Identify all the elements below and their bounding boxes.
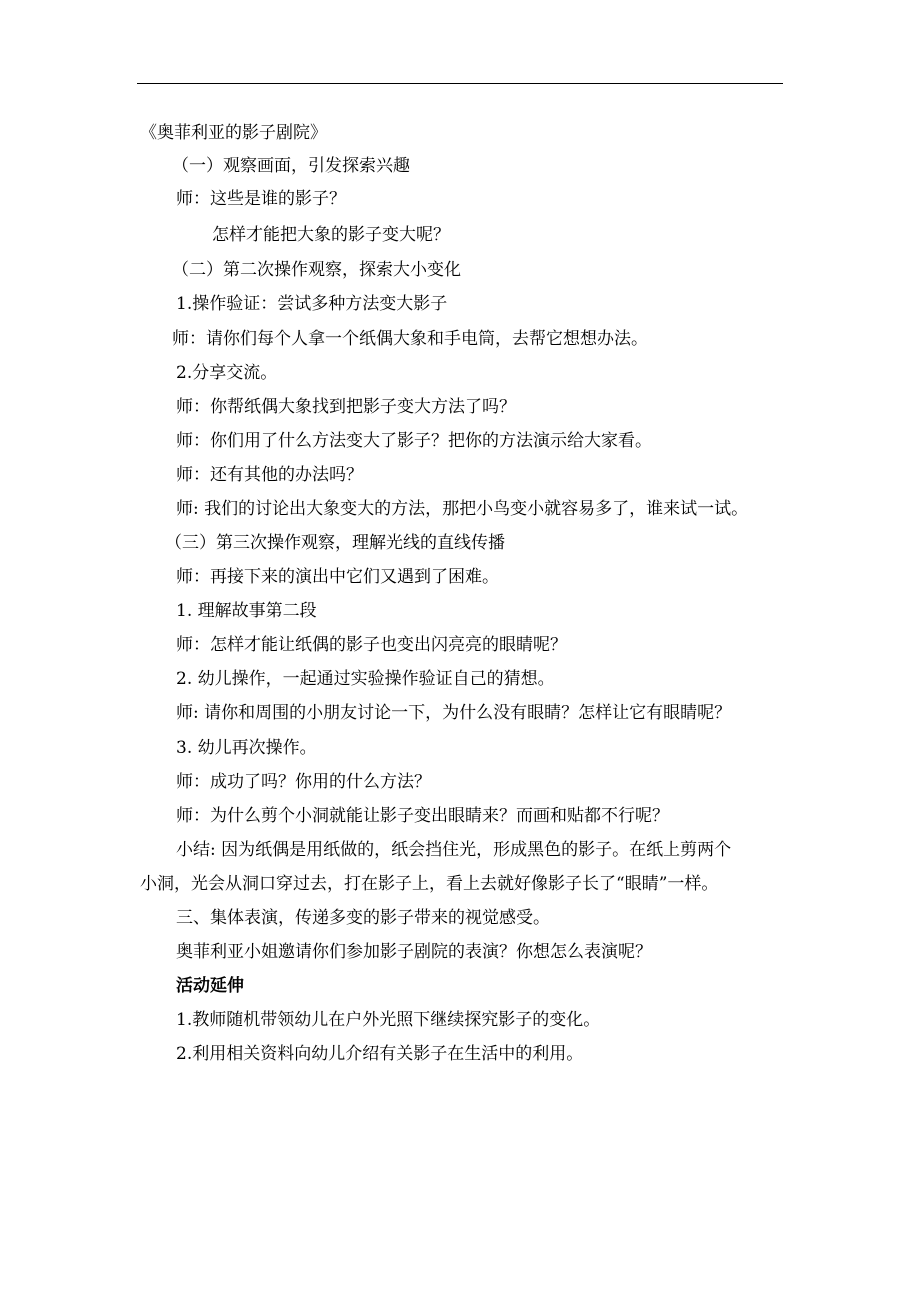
paragraph-line: 师：为什么剪个小洞就能让影子变出眼睛来？而画和贴都不行呢？ — [176, 806, 669, 826]
paragraph-line: 怎样才能把大象的影子变大呢？ — [212, 225, 450, 245]
document-title: 《奥菲利亚的影子剧院》 — [140, 123, 327, 143]
paragraph-line: 师: 请你和周围的小朋友讨论一下，为什么没有眼睛？怎样让它有眼睛呢？ — [176, 703, 732, 723]
list-item: 1.操作验证：尝试多种方法变大影子 — [176, 294, 448, 314]
paragraph-line: 师：请你们每个人拿一个纸偶大象和手电筒，去帮它想想办法。 — [172, 329, 648, 349]
section-heading-2: （二）第二次操作观察，探索大小变化 — [172, 260, 461, 280]
list-item: 2.分享交流。 — [176, 363, 278, 383]
paragraph-line: 奥菲利亚小姐邀请你们参加影子剧院的表演？你想怎么表演呢？ — [176, 942, 652, 962]
header-rule — [137, 83, 783, 84]
list-item: 2.利用相关资料向幼儿介绍有关影子在生活中的利用。 — [176, 1044, 584, 1064]
list-item: 1.教师随机带领幼儿在户外光照下继续探究影子的变化。 — [176, 1010, 601, 1030]
paragraph-line: 师：你帮纸偶大象找到把影子变大方法了吗？ — [176, 397, 516, 417]
section-heading-4: 三、集体表演，传递多变的影子带来的视觉感受。 — [176, 908, 550, 928]
list-item: 1. 理解故事第二段 — [176, 601, 317, 621]
list-item: 3. 幼儿再次操作。 — [176, 738, 317, 758]
summary-line: 小洞，光会从洞口穿过去，打在影子上，看上去就好像影子长了“眼睛”一样。 — [140, 874, 719, 894]
summary-line: 小结: 因为纸偶是用纸做的，纸会挡住光，形成黑色的影子。在纸上剪两个 — [176, 840, 732, 860]
section-heading-3: （三）第三次操作观察，理解光线的直线传播 — [165, 533, 505, 553]
list-item: 2. 幼儿操作，一起通过实验操作验证自己的猜想。 — [176, 669, 555, 689]
paragraph-line: 师: 我们的讨论出大象变大的方法，那把小鸟变小就容易多了，谁来试一试。 — [176, 499, 749, 519]
paragraph-line: 师：你们用了什么方法变大了影子？把你的方法演示给大家看。 — [176, 431, 652, 451]
section-heading-1: （一）观察画面，引发探索兴趣 — [172, 156, 410, 176]
paragraph-line: 师：这些是谁的影子？ — [176, 189, 346, 209]
paragraph-line: 师：成功了吗？你用的什么方法？ — [176, 772, 431, 792]
section-heading-extension: 活动延伸 — [176, 976, 244, 996]
paragraph-line: 师：怎样才能让纸偶的影子也变出闪亮亮的眼睛呢？ — [176, 635, 567, 655]
paragraph-line: 师：再接下来的演出中它们又遇到了困难。 — [176, 567, 499, 587]
paragraph-line: 师：还有其他的办法吗？ — [176, 465, 363, 485]
